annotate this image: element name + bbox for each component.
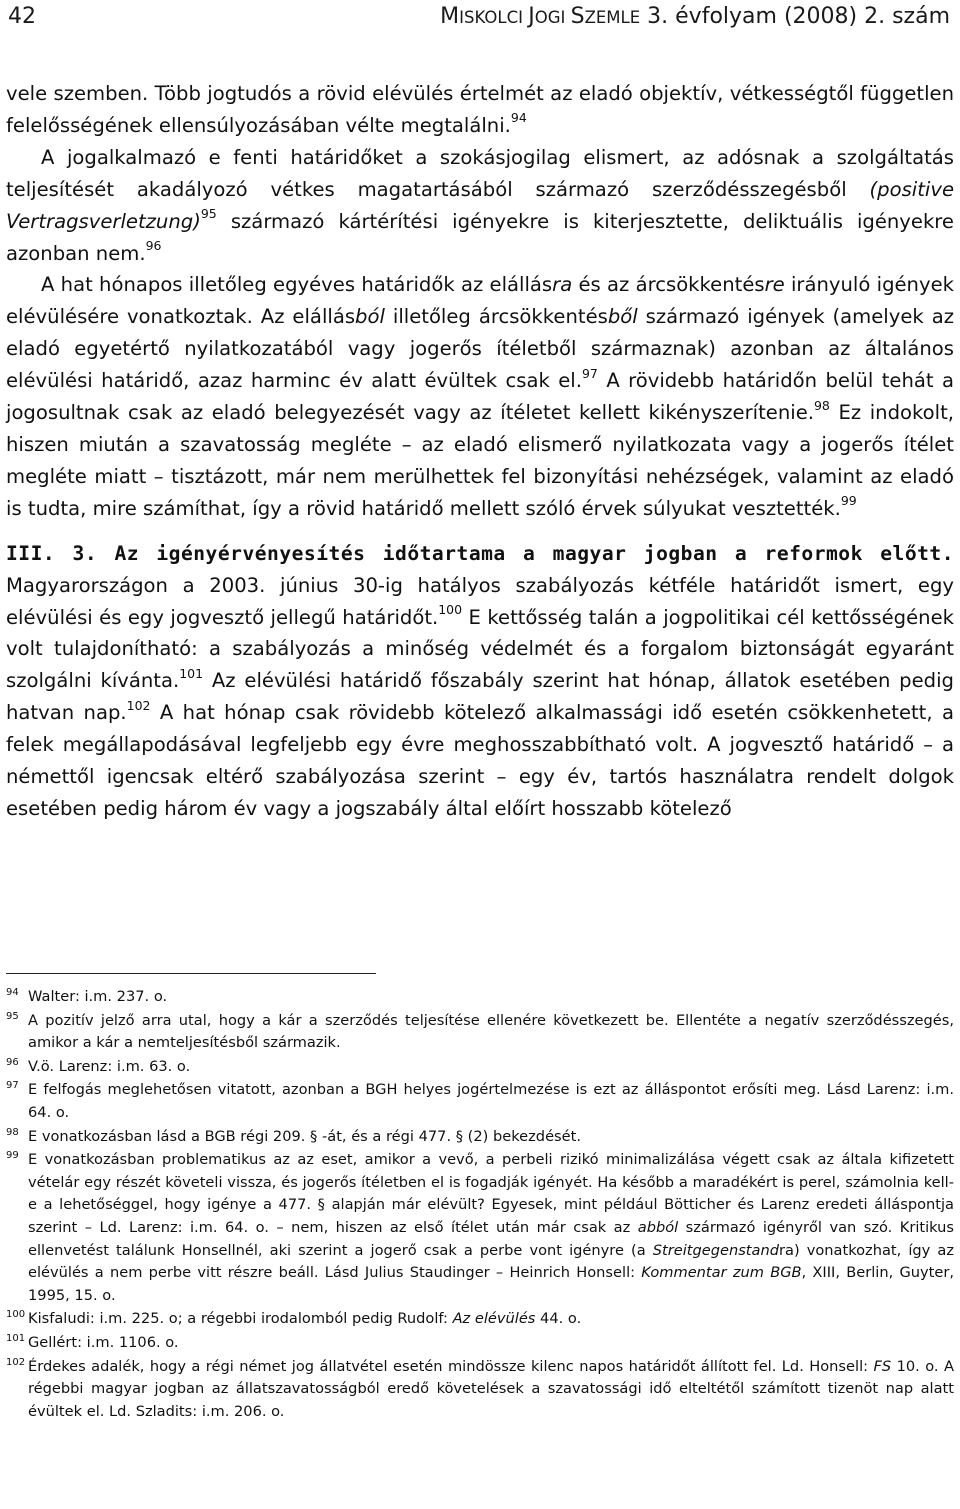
footnote-number: 99	[6, 1150, 19, 1162]
footnote	[6, 1079, 954, 1124]
footnote	[6, 1126, 954, 1149]
paragraph	[6, 538, 954, 825]
footnote	[6, 986, 954, 1009]
footnote-text: 10. o. A régebbi magyar jogban az állatszavatosságból eredő követelések a szavatossági idő elteltétől számított tizenöt nap alatt évültek el. Ld. Szladits: i.m. 206. o.	[28, 1357, 954, 1420]
footnote-text: Gellért: i.m. 1106. o.	[28, 1333, 179, 1351]
text-run: és az árcsökkentés	[572, 273, 765, 297]
italic-term: abból	[637, 1218, 679, 1236]
paragraph	[6, 269, 954, 524]
footnote-text: ra) vonatkozhat, így az elévülés a nem perbe vitt részre beáll. Lásd Julius Staudinger – Heinrich Honsell:	[28, 1241, 954, 1282]
text-run: illetőleg árcsökkentés	[384, 305, 608, 329]
italic-term: (positive Vertragsverletzung)	[6, 177, 954, 233]
issue-info: 3. évfolyam (2008) 2. szám	[640, 4, 950, 29]
footnote	[6, 1056, 954, 1079]
footnote-number: 95	[6, 1010, 19, 1022]
text-run: származó igények (amelyek az eladó egyetértő nyilatkozatából vagy jogerős ítéletből származnak) azonban az általános elévülési határidő, azaz harminc év alatt évültek csak el.	[6, 305, 954, 393]
running-header	[6, 4, 956, 36]
footnote-ref[interactable]: 94	[510, 110, 527, 126]
footnote-ref[interactable]: 99	[840, 493, 857, 509]
footnote-text: A pozitív jelző arra utal, hogy a kár a szerződés teljesítése ellenére következett be. Ellentéte a negatív szerződésszegés, amikor a kár a nemteljesítésből származik.	[28, 1011, 954, 1052]
body-text	[6, 78, 954, 825]
footnote-number: 96	[6, 1056, 19, 1068]
footnote-text: V.ö. Larenz: i.m. 63. o.	[28, 1057, 191, 1075]
section-heading: III. 3. Az igényérvényesítés időtartama a magyar jogban a reformok előtt.	[6, 541, 954, 565]
footnote-ref[interactable]: 98	[813, 397, 830, 413]
footnote-text: Kisfaludi: i.m. 225. o; a régebbi irodalomból pedig Rudolf:	[28, 1310, 453, 1328]
footnote-number: 101	[6, 1332, 26, 1344]
italic-term: ből	[607, 305, 638, 329]
journal-title	[440, 4, 950, 29]
italic-term: ra	[552, 273, 573, 297]
footnote-text: E vonatkozásban lásd a BGB régi 209. § -át, és a régi 477. § (2) bekezdését.	[28, 1127, 581, 1145]
paragraph	[6, 78, 954, 142]
footnote-text: E vonatkozásban problematikus az az eset, amikor a vevő, a perbeli rizikó minimalizálása végett csak az általa kifizetett vételár egy részét követeli vissza, és jogerős ítéletben el is fogadják igényét. Ha később a maradékért is perel, számolnia kell-e a lehetőséggel, hogy igénye a 477. § alapján már elévült? Egyesek, mint például Bötticher és Larenz eredeti álláspontja szerint – Ld. Larenz: i.m. 64. o. – nem, hiszen az első ítélet után már csak az	[28, 1151, 954, 1236]
footnote-ref[interactable]: 95	[200, 206, 217, 222]
text-run: származó kártérítési igényekre is kiterjesztette, deliktuális igényekre azonban nem.	[6, 209, 954, 265]
text-run: A rövidebb határidőn belül tehát a jogosultnak csak az eladó belegyezését vagy az ítéletet kellett kikényszerítenie.	[6, 369, 954, 425]
footnote-ref[interactable]: 100	[438, 601, 463, 617]
footnote-text: Érdekes adalék, hogy a régi német jog állatvétel esetén mindössze kilenc napos határidőt állított fel. Ld. Honsell:	[28, 1357, 874, 1375]
paragraph	[6, 142, 954, 270]
footnote-text: E felfogás meglehetősen vitatott, azonban a BGH helyes jogértelmezése is ezt az álláspontot erősíti meg. Lásd Larenz: i.m. 64. o.	[28, 1081, 954, 1121]
footnote-text: 44. o.	[535, 1310, 582, 1328]
footnote	[6, 1356, 954, 1424]
footnote-ref[interactable]: 101	[179, 665, 204, 681]
footnote	[6, 1332, 954, 1355]
journal-title-part: ISKOLCI	[459, 8, 529, 27]
footnote-separator	[6, 973, 376, 974]
italic-term: Streitgegenstand	[652, 1241, 779, 1259]
footnote-number: 102	[6, 1356, 26, 1368]
footnote-text: Walter: i.m. 237. o.	[28, 988, 168, 1005]
journal-title-part: ZEMLE	[584, 8, 641, 27]
text-run: vele szemben. Több jogtudós a rövid elévülés értelmét az eladó objektív, vétkességtől független felelősségének ellensúlyozásában vélte megtalálni.	[6, 82, 954, 137]
footnote-number: 100	[6, 1309, 26, 1321]
footnote-ref[interactable]: 96	[145, 238, 162, 253]
footnote	[6, 1308, 954, 1331]
journal-title-part: J	[528, 4, 535, 29]
footnote	[6, 1010, 954, 1055]
journal-title-part: M	[440, 4, 460, 29]
text-run: Magyarországon a 2003. június 30-ig hatályos szabályozás kétféle határidőt ismert, egy elévülési és egy jogvesztő jellegű határidőt.	[6, 573, 954, 629]
footnote-text: származó igényről van szó. Kritikus ellenvetést találunk Honsellnél, aki szerint a jogerő csak a perbe vont igényre (a	[28, 1218, 955, 1259]
italic-term: FS	[873, 1357, 892, 1375]
footnote-text: , XIII, Berlin, Guyter, 1995, 15. o.	[28, 1264, 954, 1304]
page-number: 42	[8, 4, 36, 29]
text-run: A hat hónap csak rövidebb kötelező alkalmassági idő esetén csökkenhetett, a felek megállapodásával legfeljebb egy évre meghosszabbítható volt. A jogvesztő határidő – a némettől igencsak eltérő szabályozása szerint – egy év, tartós használatra rendelt dolgok esetében pedig három év vagy a jogszabály által előírt hosszabb kötelező	[6, 701, 954, 820]
footnote-number: 97	[6, 1080, 19, 1092]
text-run: Ez indokolt, hiszen miután a szavatosság megléte – az eladó elismerő nyilatkozata vagy a jogerős ítélet megléte miatt – tisztázott, már nem merülhettek fel bizonyítási nehézségek, valamint az eladó is tudta, mire számíthat, így a rövid határidő mellett szóló érvek súlyukat vesztették.	[6, 401, 954, 520]
journal-title-part: OGI	[534, 8, 571, 27]
italic-term: Kommentar zum BGB	[641, 1264, 802, 1282]
text-run: A jogalkalmazó e fenti határidőket a szokásjogilag elismert, az adósnak a szolgáltatás teljesítését akadályozó vétkes magatartásából származó szerződésszegésből	[6, 145, 954, 201]
italic-term: Az elévülés	[452, 1310, 536, 1328]
footnote-ref[interactable]: 102	[126, 697, 151, 713]
text-run: A hat hónapos illetőleg egyéves határidők az elállás	[41, 273, 553, 297]
journal-title-part: S	[570, 4, 585, 29]
footnote-ref[interactable]: 97	[581, 365, 598, 381]
italic-term: ból	[355, 305, 385, 329]
text-run: Az elévülési határidő főszabály szerint hat hónap, állatok esetében pedig hatvan nap.	[6, 669, 954, 725]
footnote-number: 98	[6, 1126, 19, 1138]
italic-term: re	[764, 273, 785, 297]
text-run: irányuló igények elévülésére vonatkoztak. Az elállás	[6, 273, 954, 329]
footnote-number: 94	[6, 987, 19, 998]
footnote	[6, 1149, 954, 1307]
footnotes	[6, 985, 954, 1423]
text-run: E kettősség talán a jogpolitikai cél kettősségének volt tulajdonítható: a szabályozás a minőség védelmét és a forgalom biztonságát egyaránt szolgálni kívánta.	[6, 605, 954, 693]
